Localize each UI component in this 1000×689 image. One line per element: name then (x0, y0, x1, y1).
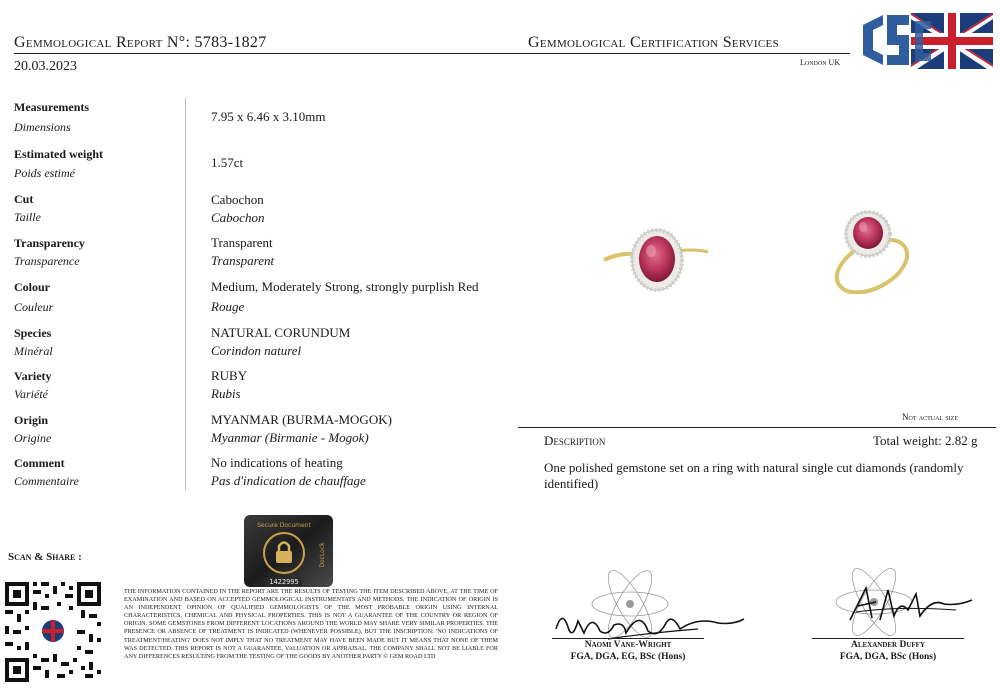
table-divider (185, 98, 186, 490)
property-label-fr: Taille (14, 210, 41, 224)
property-value-fr: Corindon naturel (211, 343, 302, 358)
description-text: One polished gemstone set on a ring with natural single cut diamonds (randomly identified) (544, 460, 964, 491)
disclaimer-text: THE INFORMATION CONTAINED IN THE REPORT ARE THE RESULTS OF TESTING THE ITEM DESCRIBED ABOVE, AT THE TIME OF EXAMINATION AND BASED ON ACCEPTED GEMMOLOGICAL INSTRUMENTATS AND METHODS. THE INDICATION OF ORIGIN IS AN INDEPENDENT OPINION OF QUALIFIED GEMMOLOGISTS OF THE MOST PROBABLE ORIGIN USING INTERNAL CHARACTERISTICS, CHEMICAL AND PHYSICAL PROPERTIES. THIS IS NOT A GUARANTEE OF THE COUNTRY OR REGION OF ORIGIN. SOME GEMSTONES FROM DIFFERENT LOCATIONS AROUND THE WORLD MAY SHARE VERY SIMILAR PROPERTIES. THE PRESENCE OR ABSENCE OF TREATMENT IS INDICATED (WHENEVER POSSIBLE), BUT THE INSCRIPTION: 'NO INDICATIONS OF TREATMENT/HEATING' DOES NOT IMPLY THAT NO TREATMENT MAY HAVE BEEN MADE BUT IT MEANS THAT NONE OF THEM WAS DETECTED. THIS REPORT IS NOT A GUARANTEE, VALUATION OR APPRAISAL. THE COMPANY SHALL NOT BE LIABLE FOR ANY DIFFERENCES RESULTING FROM THE TESTING OF THE GOODS BY ANOTHER PARTY © GEM ROAD LTD (124, 588, 498, 660)
header-divider (14, 53, 850, 54)
property-value: Cabochon (211, 192, 264, 207)
property-label: Transparency (14, 236, 85, 250)
property-label: Cut (14, 192, 34, 206)
company-city: London UK (800, 58, 841, 67)
property-value: Transparent (211, 235, 273, 250)
property-label: Comment (14, 456, 65, 470)
property-value: Medium, Moderately Strong, strongly purplish Red (211, 279, 479, 294)
property-value-fr: Myanmar (Birmanie - Mogok) (211, 430, 369, 445)
ring-photo-angled (820, 208, 915, 294)
signature-right (836, 580, 976, 630)
company-name: Gemmological Certification Services (528, 34, 779, 51)
gcs-logo (855, 9, 995, 71)
property-value-fr: Transparent (211, 253, 275, 268)
signatory-name: Naomi Vane-Wright (584, 640, 672, 650)
property-label-fr: Minéral (14, 344, 53, 358)
signatory-credentials: FGA, DGA, BSc (Hons) (839, 652, 937, 662)
property-label: Variety (14, 369, 52, 383)
property-value-fr: Cabochon (211, 210, 265, 225)
property-label: Species (14, 326, 52, 340)
hologram-side-text: DocLock (319, 542, 326, 568)
scan-share-label: Scan & Share : (8, 551, 82, 563)
hologram-serial: 1422995 (269, 578, 299, 586)
property-label: Estimated weight (14, 147, 103, 161)
not-actual-size-note: Not actual size (902, 412, 958, 422)
property-label: Colour (14, 280, 50, 294)
signatory-credentials: FGA, DGA, EG, BSc (Hons) (570, 652, 686, 662)
property-label-fr: Poids estimé (14, 166, 75, 180)
property-value: 7.95 x 6.46 x 3.10mm (211, 109, 326, 124)
property-value-fr: Pas d'indication de chauffage (211, 473, 366, 488)
property-label-fr: Commentaire (14, 474, 79, 488)
report-title: Gemmological Report N°: 5783-1827 (14, 34, 267, 51)
property-label: Measurements (14, 100, 90, 114)
property-value: 1.57ct (211, 155, 244, 170)
property-value: RUBY (211, 368, 248, 383)
description-heading: Description (544, 433, 606, 448)
property-value: NATURAL CORUNDUM (211, 325, 351, 340)
qr-code[interactable] (3, 580, 103, 684)
signature-line-left (552, 638, 704, 639)
property-label-fr: Variété (14, 387, 48, 401)
description-divider (518, 427, 996, 428)
property-label-fr: Transparence (14, 254, 80, 268)
property-value: MYANMAR (BURMA-MOGOK) (211, 412, 392, 427)
signatory-name: Alexander Duffy (850, 640, 926, 650)
property-value: No indications of heating (211, 455, 343, 470)
property-value-fr: Rubis (211, 386, 241, 401)
property-value-fr: Rouge (211, 299, 245, 314)
report-date: 20.03.2023 (14, 59, 77, 74)
property-label: Origin (14, 413, 49, 427)
property-label-fr: Dimensions (14, 120, 71, 134)
signature-line-right (812, 638, 964, 639)
property-label-fr: Couleur (14, 300, 54, 314)
ring-photo-side (600, 222, 712, 294)
secure-document-hologram (244, 515, 333, 587)
total-weight: Total weight: 2.82 g (873, 433, 978, 448)
property-label-fr: Origine (14, 431, 52, 445)
hologram-top-text: Secure Document (257, 522, 311, 529)
